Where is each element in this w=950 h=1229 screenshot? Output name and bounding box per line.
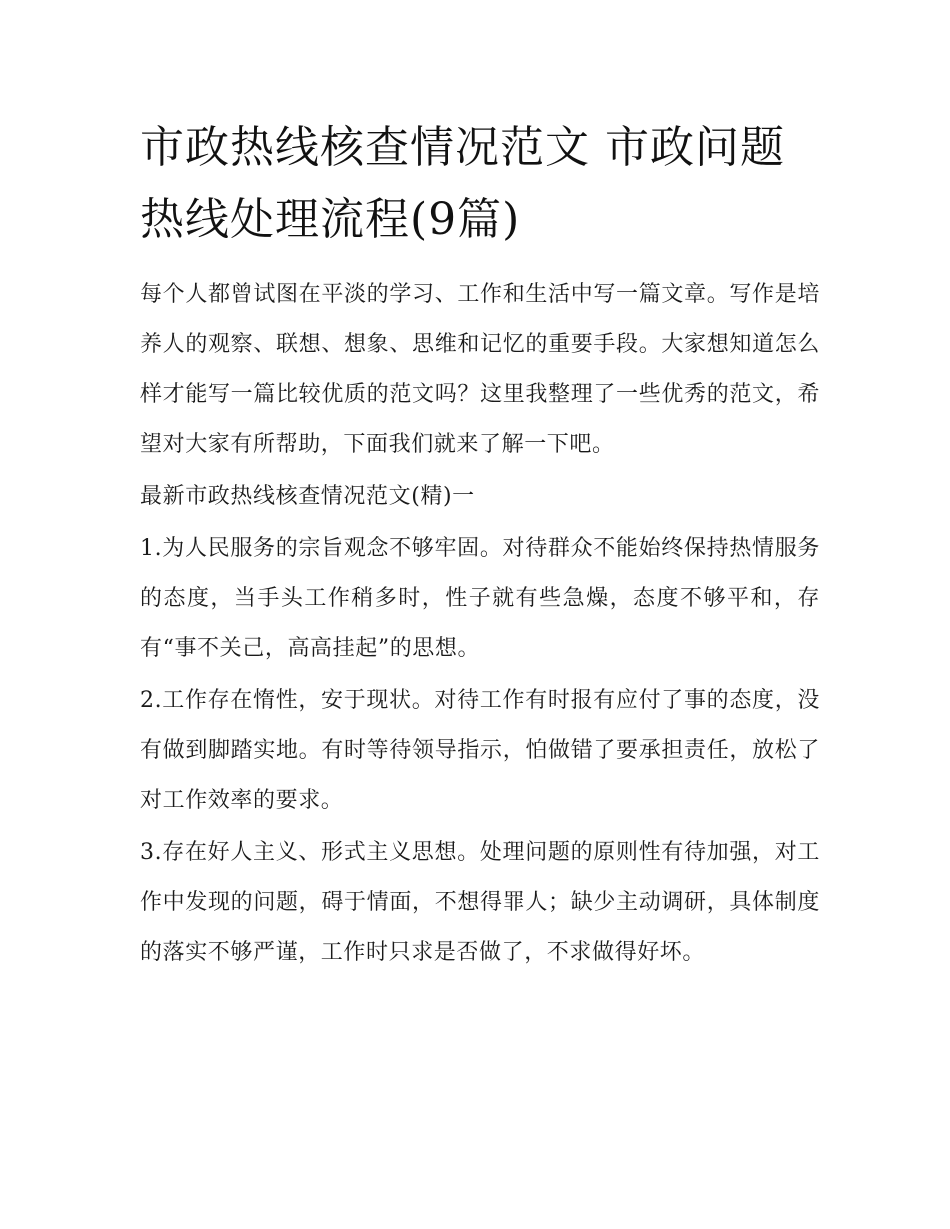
document-page: [140, 112, 820, 978]
list-item: 3.存在好人主义、形式主义思想。处理问题的原则性有待加强，对工作中发现的问题，碍于情面，不想得罪人；缺少主动调研，具体制度的落实不够严谨，工作时只求是否做了，不求做得好坏。: [140, 840, 820, 965]
intro-paragraph: 每个人都曾试图在平淡的学习、工作和生活中写一篇文章。写作是培养人的观察、联想、想象、思维和记忆的重要手段。大家想知道怎么样才能写一篇比较优质的范文吗？这里我整理了一些优秀的范文，希望对大家有所帮助，下面我们就来了解一下吧。: [140, 282, 820, 457]
section-heading: 最新市政热线核查情况范文(精)一: [140, 484, 475, 509]
document-title: 市政热线核查情况范文 市政问题热线处理流程(9篇): [140, 122, 785, 245]
list-item: 1.为人民服务的宗旨观念不够牢固。对待群众不能始终保持热情服务的态度，当手头工作稍多时，性子就有些急燥，态度不够平和，存有“事不关己，高高挂起”的思想。: [140, 536, 820, 661]
list-item: 2.工作存在惰性，安于现状。对待工作有时报有应付了事的态度，没有做到脚踏实地。有时等待领导指示，怕做错了要承担责任，放松了对工作效率的要求。: [140, 688, 820, 813]
